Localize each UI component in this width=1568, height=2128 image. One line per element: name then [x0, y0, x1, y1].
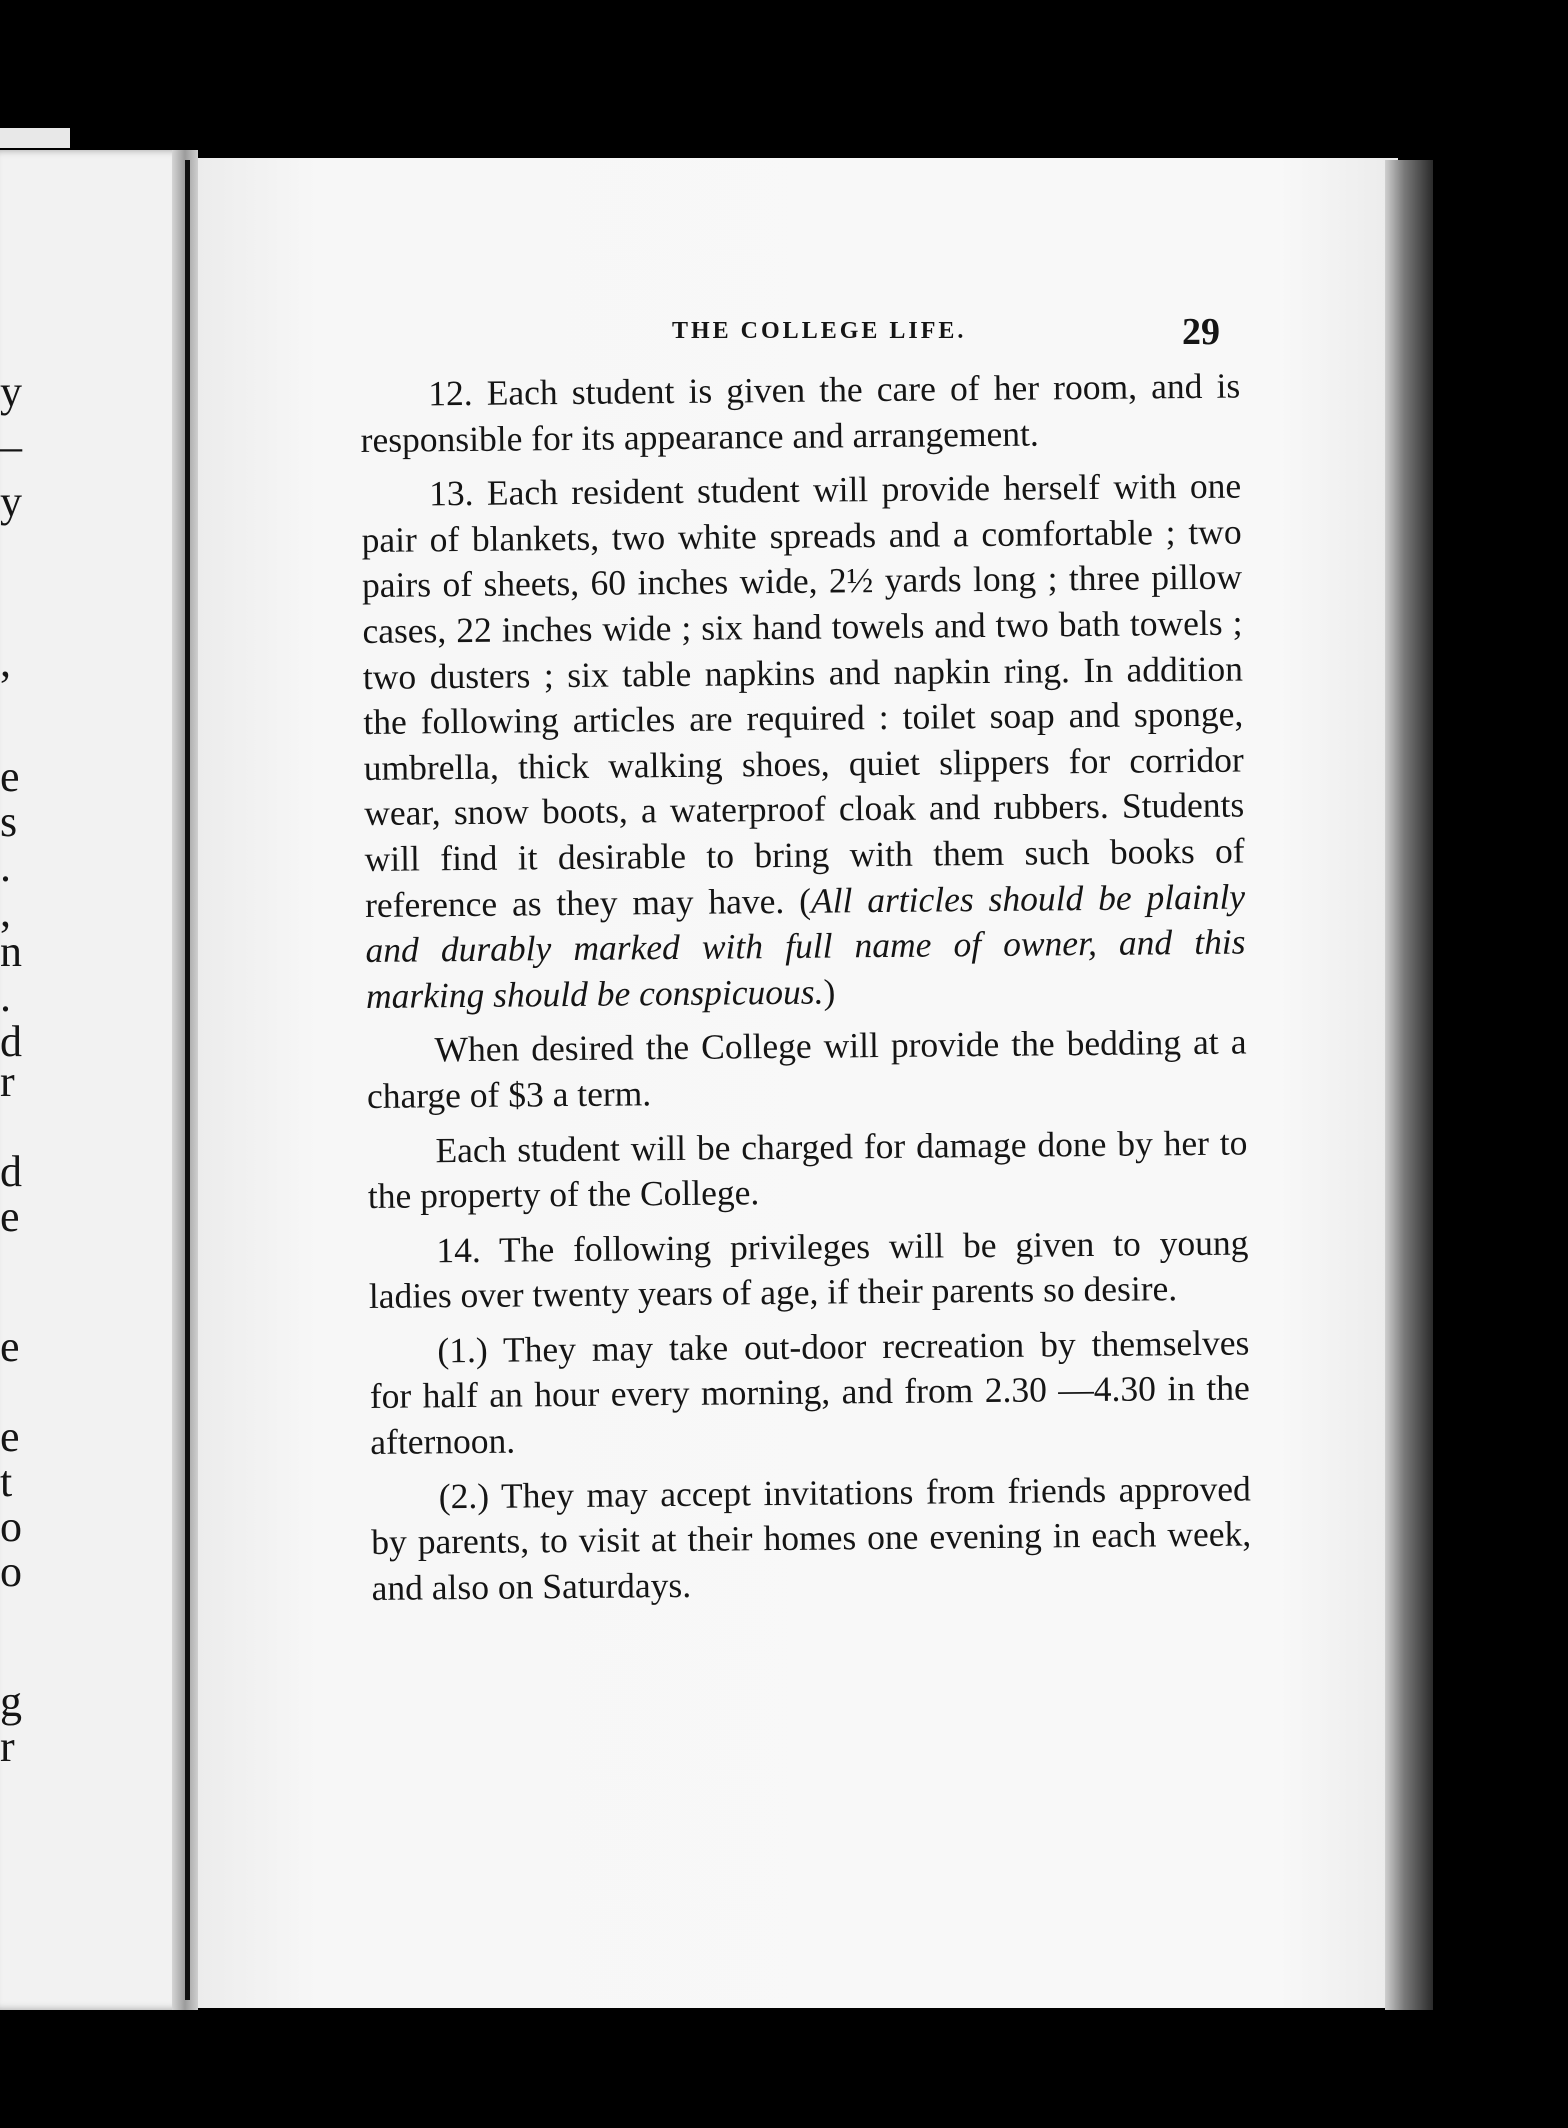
rule-13-note-open: (: [798, 880, 812, 921]
rule-13-note-close: ): [823, 971, 836, 1012]
left-fragment: n: [0, 927, 22, 976]
rule-14-paragraph: 14. The following privileges will be given to young ladies over twenty years of age, if their parents so desire.: [368, 1222, 1249, 1317]
page-number: 29: [1182, 311, 1220, 353]
page-edge-shadow: [1385, 160, 1433, 2010]
left-fragment: r: [0, 1722, 15, 1771]
left-fragment: y: [0, 477, 22, 526]
damage-paragraph: Each student will be charged for damage done by her to the property of the College.: [367, 1122, 1248, 1217]
rule-12-paragraph: 12. Each student is given the care of her room, and is responsible for its appearance and arrangement.: [360, 365, 1241, 460]
rule-13-paragraph: [361, 464, 1246, 1020]
left-fragment: e: [0, 1322, 20, 1371]
left-fragment: y: [0, 367, 22, 416]
page-body: [360, 364, 1252, 1621]
running-head: [0, 310, 1568, 360]
rule-13-text: 13. Each resident student will provide herself with one pair of blankets, two white spreads and a comfortable ; two pairs of sheets, 60 inches wide, 2½ yards long ; three pillow cases, 22 inches wide ; six hand towels and two bath towels ; two dusters ; six table napkins and napkin ring. In addition the following articles are required : toilet soap and sponge, umbrella, thick walking shoes, quiet slippers for corridor wear, snow boots, a waterproof cloak and rubbers. Students will find it desirable to bring with them such books of reference as they may have.: [361, 465, 1245, 925]
left-fragment: .: [0, 842, 11, 891]
left-fragment: ,: [0, 887, 11, 936]
left-fragment: d: [0, 1017, 22, 1066]
left-page: [0, 150, 185, 2010]
left-fragment: g: [0, 1677, 22, 1726]
left-fragment: .: [0, 972, 11, 1021]
left-fragment: o: [0, 1502, 22, 1551]
left-fragment: d: [0, 1147, 22, 1196]
left-fragment: –: [0, 422, 22, 471]
bedding-paragraph: When desired the College will provide the bedding at a charge of $3 a term.: [366, 1021, 1247, 1116]
left-fragment: r: [0, 1057, 15, 1106]
left-page-tab: [0, 128, 70, 148]
gutter-shadow-line: [185, 160, 190, 2000]
left-fragment: o: [0, 1547, 22, 1596]
left-fragment: s: [0, 797, 18, 846]
left-fragment: e: [0, 1192, 20, 1241]
left-fragment: e: [0, 752, 20, 801]
left-fragment: e: [0, 1412, 20, 1461]
running-head-title: THE COLLEGE LIFE.: [672, 318, 967, 344]
privilege-1-paragraph: (1.) They may take out-door recreation by themselves for half an hour every morning, and from 2.30 —4.30 in the afternoon.: [369, 1322, 1250, 1463]
left-fragment: t: [0, 1457, 13, 1506]
privilege-2-paragraph: (2.) They may accept invitations from friends approved by parents, to visit at their homes one evening in each week, and also on Saturdays.: [371, 1468, 1252, 1608]
rule-13-italic-note: All articles should be plainly and durably marked with full name of owner, and this marking should be conspicuous.: [365, 876, 1246, 1016]
left-fragment: ,: [0, 637, 11, 686]
